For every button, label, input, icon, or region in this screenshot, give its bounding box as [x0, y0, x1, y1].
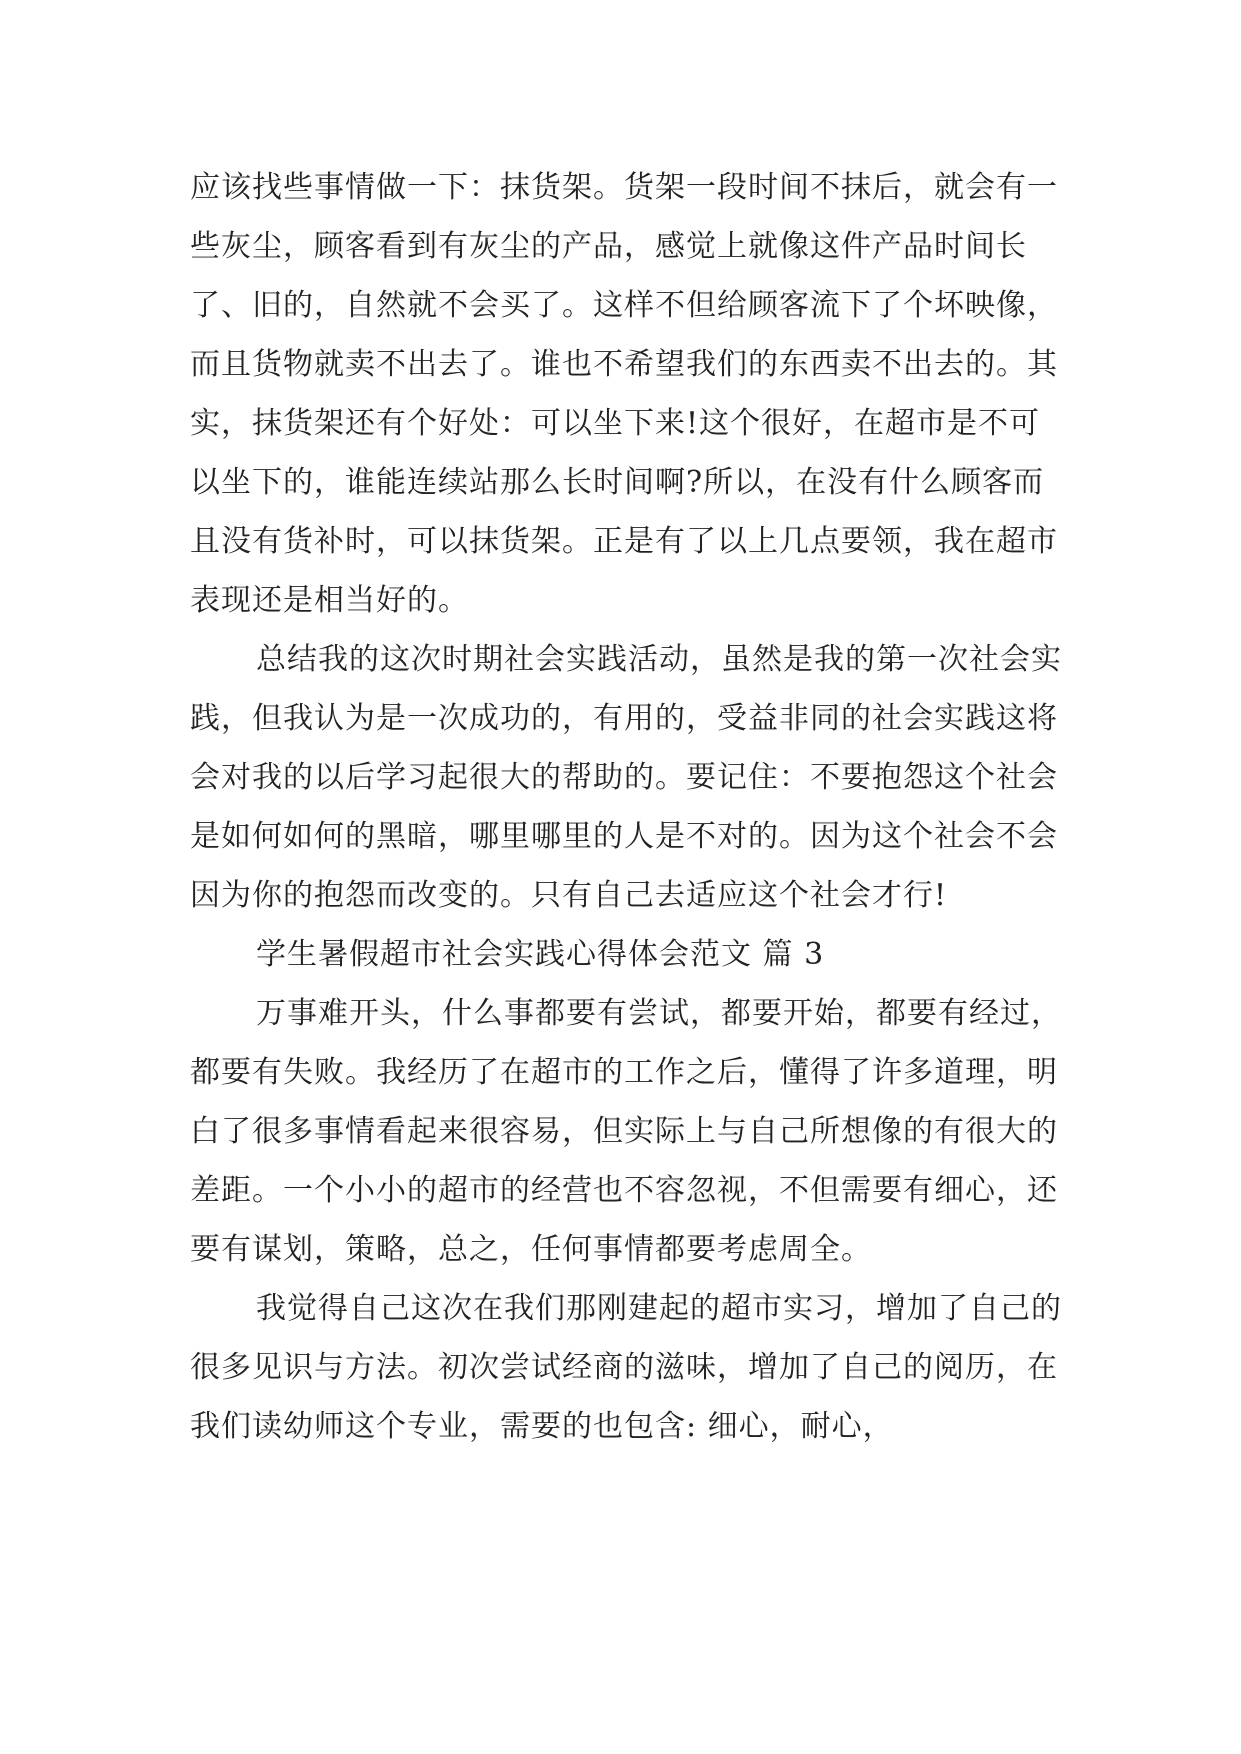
- paragraph-summary: 总结我的这次时期社会实践活动，虽然是我的第一次社会实践，但我认为是一次成功的，有用的，受益非同的社会实践这将会对我的以后学习起很大的帮助的。要记住：不要抱怨这个社会是如何如何的黑暗，哪里哪里的人是不对的。因为这个社会不会因为你的抱怨而改变的。只有自己去适应这个社会才行!: [190, 642, 1062, 913]
- paragraph-internship: 我觉得自己这次在我们那刚建起的超市实习，增加了自己的很多见识与方法。初次尝试经商的滋味，增加了自己的阅历，在我们读幼师这个专业，需要的也包含: 细心，耐心，: [190, 1291, 1062, 1444]
- document-body: [190, 158, 1068, 1456]
- paragraph-start: 万事难开头，什么事都要有尝试，都要开始，都要有经过，都要有失败。我经历了在超市的工作之后，懂得了许多道理，明白了很多事情看起来很容易，但实际上与自己所想像的有很大的差距。一个小小的超市的经营也不容忽视，不但需要有细心，还要有谋划，策略，总之，任何事情都要考虑周全。: [190, 996, 1062, 1267]
- paragraph-continuation: 应该找些事情做一下：抹货架。货架一段时间不抹后，就会有一些灰尘，顾客看到有灰尘的产品，感觉上就像这件产品时间长了、旧的，自然就不会买了。这样不但给顾客流下了个坏映像，而且货物就卖不出去了。谁也不希望我们的东西卖不出去的。其实，抹货架还有个好处：可以坐下来!这个很好，在超市是不可以坐下的，谁能连续站那么长时间啊?所以，在没有什么顾客而且没有货补时，可以抹货架。正是有了以上几点要领，我在超市表现还是相当好的。: [190, 170, 1058, 618]
- section-heading: 学生暑假超市社会实践心得体会范文 篇 3: [256, 937, 825, 972]
